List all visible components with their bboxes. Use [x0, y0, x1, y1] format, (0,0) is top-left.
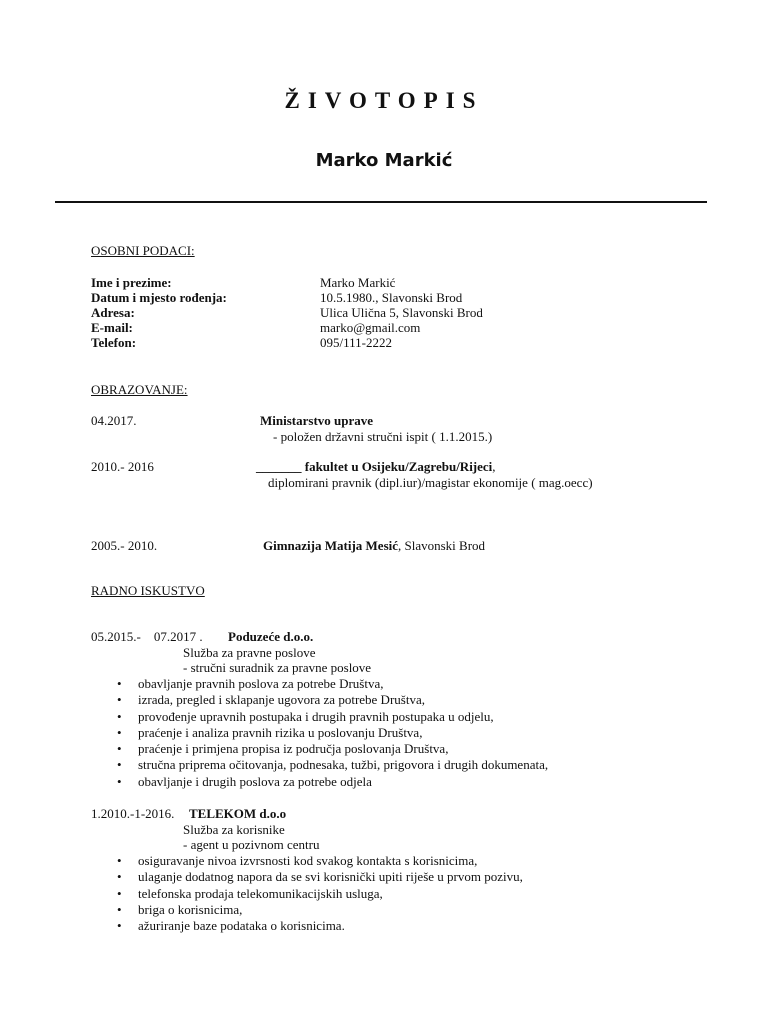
experience-heading: RADNO ISKUSTVO [91, 583, 205, 598]
job-duty-item: • ulaganje dodatnog napora da se svi korisnički upiti riješe u prvom pozivu, [117, 869, 523, 885]
job-duties-list [117, 853, 523, 934]
education-heading: OBRAZOVANJE: [91, 382, 188, 397]
education-institution [260, 413, 373, 428]
job-position: - stručni suradnik za pravne poslove [183, 660, 372, 675]
job-duty-item: • ažuriranje baze podataka o korisnicima. [117, 918, 523, 934]
personal-label: Datum i mjesto rođenja: [91, 290, 227, 305]
job-duty-item: • telefonska prodaja telekomunikacijskih usluga, [117, 886, 523, 902]
job-date: 1.2010.-1-2016. [91, 806, 175, 821]
education-institution-name: Ministarstvo uprave [260, 413, 374, 428]
personal-value: Ulica Ulična 5, Slavonski Brod [320, 305, 483, 320]
job-duty-item: • praćenje i analiza pravnih rizika u poslovanju Društva, [117, 725, 548, 741]
job-duty-item: • provođenje upravnih postupaka i drugih pravnih postupaka u odjelu, [117, 709, 548, 725]
personal-label: Ime i prezime: [91, 275, 172, 290]
document-title: ŽIVOTOPIS [284, 88, 484, 113]
personal-heading: OSOBNI PODACI: [91, 243, 195, 258]
education-detail: diplomirani pravnik (dipl.iur)/magistar ekonomije ( mag.oecc) [268, 475, 593, 490]
education-institution-suffix: , Slavonski Brod [398, 538, 486, 553]
personal-label: Telefon: [91, 335, 137, 350]
education-detail: - položen državni stručni ispit ( 1.1.2015.) [273, 429, 493, 444]
education-date: 2005.- 2010. [91, 538, 158, 553]
personal-label: Adresa: [91, 305, 135, 320]
header-divider [55, 201, 707, 203]
job-position: - agent u pozivnom centru [183, 837, 320, 852]
job-duties-list [117, 676, 548, 790]
person-name: Marko Markić [315, 150, 453, 171]
personal-value: 10.5.1980., Slavonski Brod [320, 290, 463, 305]
education-institution-name: _______ fakultet u Osijeku/Zagrebu/Rijeci [256, 459, 493, 474]
job-date: 05.2015.- 07.2017 . [91, 629, 203, 644]
education-institution [263, 538, 485, 553]
job-duty-item: • praćenje i primjena propisa iz područja poslovanja Društva, [117, 741, 548, 757]
personal-value: Marko Markić [320, 275, 396, 290]
education-date: 04.2017. [91, 413, 137, 428]
job-duty-item: • briga o korisnicima, [117, 902, 523, 918]
personal-label: E-mail: [91, 320, 133, 335]
education-date: 2010.- 2016 [91, 459, 154, 474]
email-value[interactable]: marko@gmail.com [320, 320, 421, 335]
job-duty-item: • izrada, pregled i sklapanje ugovora za potrebe Društva, [117, 692, 548, 708]
job-duty-item: • obavljanje pravnih poslova za potrebe Društva, [117, 676, 548, 692]
phone-value: 095/111-2222 [320, 335, 392, 350]
job-duty-item: • obavljanje i drugih poslova za potrebe odjela [117, 774, 548, 790]
education-institution-name: Gimnazija Matija Mesić [263, 538, 399, 553]
job-department: Služba za pravne poslove [183, 645, 316, 660]
job-duty-item: • stručna priprema očitovanja, podnesaka, tužbi, prigovora i drugih dokumenata, [117, 757, 548, 773]
job-company: TELEKOM d.o.o [189, 806, 287, 821]
job-company: Poduzeće d.o.o. [228, 629, 314, 644]
job-duty-item: • osiguravanje nivoa izvrsnosti kod svakog kontakta s korisnicima, [117, 853, 523, 869]
education-institution-suffix: , [492, 459, 496, 474]
education-institution [256, 459, 496, 474]
job-department: Služba za korisnike [183, 822, 285, 837]
